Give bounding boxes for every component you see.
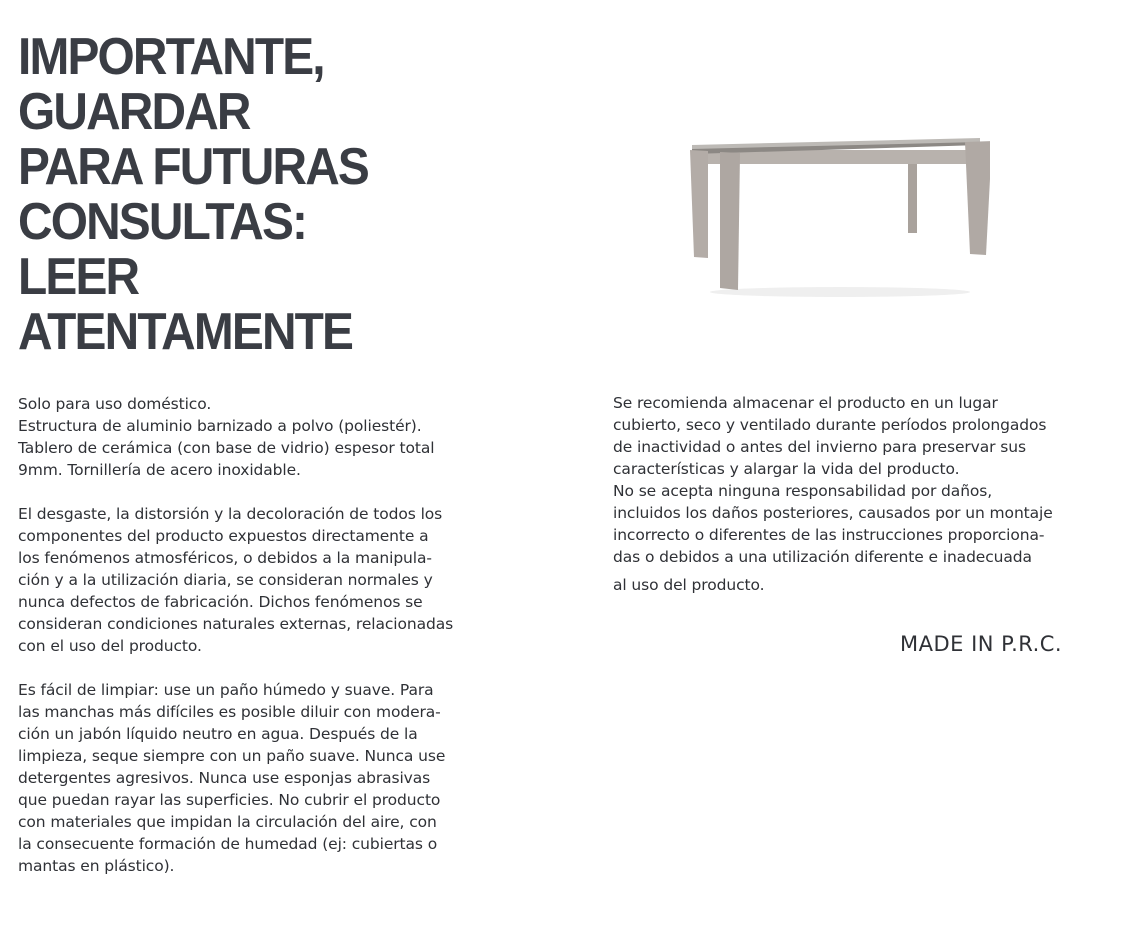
text-line: componentes del producto expuestos directamente a [18, 527, 429, 545]
made-in-label: MADE IN P.R.C. [900, 632, 1063, 656]
text-line: Tablero de cerámica (con base de vidrio) espesor total [18, 439, 435, 457]
text-line: cubierto, seco y ventilado durante períodos prolongados [613, 416, 1047, 434]
text-line: características y alargar la vida del producto. [613, 460, 960, 478]
title-line: ATENTAMENTE [18, 303, 353, 361]
text-line: El desgaste, la distorsión y la decoloración de todos los [18, 505, 443, 523]
text-line: la consecuente formación de humedad (ej: cubiertas o [18, 835, 438, 853]
text-line: con materiales que impidan la circulación del aire, con [18, 813, 437, 831]
left-text-column [18, 393, 538, 877]
page-title [18, 30, 441, 360]
title-line: PARA FUTURAS [18, 138, 368, 196]
text-line: los fenómenos atmosféricos, o debidos a la manipula- [18, 549, 432, 567]
title-line: IMPORTANTE, [18, 28, 324, 86]
text-line: incorrecto o diferentes de las instrucciones proporciona- [613, 526, 1045, 544]
table-product-image [680, 120, 990, 300]
text-line: detergentes agresivos. Nunca use esponjas abrasivas [18, 769, 431, 787]
text-line: 9mm. Tornillería de acero inoxidable. [18, 461, 301, 479]
text-line: al uso del producto. [613, 576, 765, 594]
text-line: Se recomienda almacenar el producto en un lugar [613, 394, 998, 412]
text-line: nunca defectos de fabricación. Dichos fenómenos se [18, 593, 423, 611]
text-line: incluidos los daños posteriores, causados por un montaje [613, 504, 1053, 522]
text-line: consideran condiciones naturales externas, relacionadas [18, 615, 454, 633]
text-line: limpieza, seque siempre con un paño suave. Nunca use [18, 747, 446, 765]
paragraph-gap [18, 657, 538, 679]
text-line: de inactividad o antes del invierno para preservar sus [613, 438, 1026, 456]
title-line: CONSULTAS: [18, 193, 307, 251]
text-line: Es fácil de limpiar: use un paño húmedo y suave. Para [18, 681, 434, 699]
text-line: das o debidos a una utilización diferente e inadecuada [613, 548, 1032, 566]
text-line: Solo para uso doméstico. [18, 395, 212, 413]
text-line: No se acepta ninguna responsabilidad por daños, [613, 482, 993, 500]
text-line: que puedan rayar las superficies. No cubrir el producto [18, 791, 441, 809]
title-line: LEER [18, 248, 139, 306]
text-line: Estructura de aluminio barnizado a polvo (poliestér). [18, 417, 422, 435]
text-line: las manchas más difíciles es posible diluir con modera- [18, 703, 441, 721]
text-line: ción y a la utilización diaria, se consideran normales y [18, 571, 433, 589]
text-line: ción un jabón líquido neutro en agua. Después de la [18, 725, 418, 743]
paragraph-gap [18, 481, 538, 503]
right-text-column [613, 392, 1128, 596]
text-line: mantas en plástico). [18, 857, 175, 875]
title-line: GUARDAR [18, 83, 250, 141]
text-line: con el uso del producto. [18, 637, 202, 655]
